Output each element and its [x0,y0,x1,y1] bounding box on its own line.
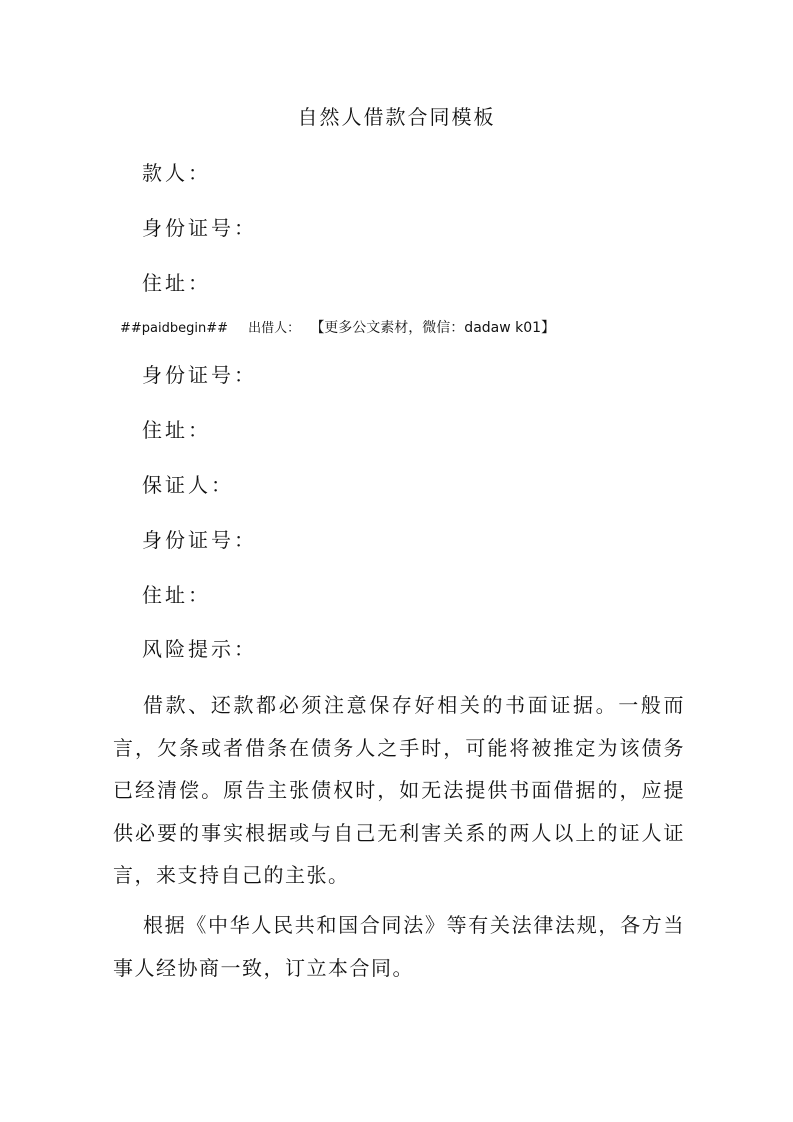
contract-basis-paragraph: 根据《中华人民共和国合同法》等有关法律法规，各方当事人经协商一致，订立本合同。 [113,913,685,980]
lender-label: 出借人： [248,321,301,336]
guarantor-address-label: 住址： [142,583,211,607]
lender-address-label: 住址： [142,418,211,442]
borrower-label: 款人： [142,161,211,185]
promo-text: 【更多公文素材，微信：dadaw k01】 [310,320,556,336]
paid-marker-code: ##paidbegin## [120,321,229,336]
document-title: 自然人借款合同模板 [297,105,496,129]
risk-notice-paragraph: 借款、还款都必须注意保存好相关的书面证据。一般而言，欠条或者借条在债务人之手时，可能将被推定为该债务已经清偿。原告主张债权时，如无法提供书面借据的，应提供必要的事实根据或与自己无利害关系的两人以上的证人证言，来支持自己的主张。 [113,693,685,887]
risk-notice-label: 风险提示： [142,637,257,661]
borrower-address-label: 住址： [142,271,211,295]
borrower-id-label: 身份证号： [142,216,257,240]
lender-id-label: 身份证号： [142,363,257,387]
guarantor-id-label: 身份证号： [142,528,257,552]
guarantor-label: 保证人： [142,473,234,497]
marker-line [120,318,555,339]
